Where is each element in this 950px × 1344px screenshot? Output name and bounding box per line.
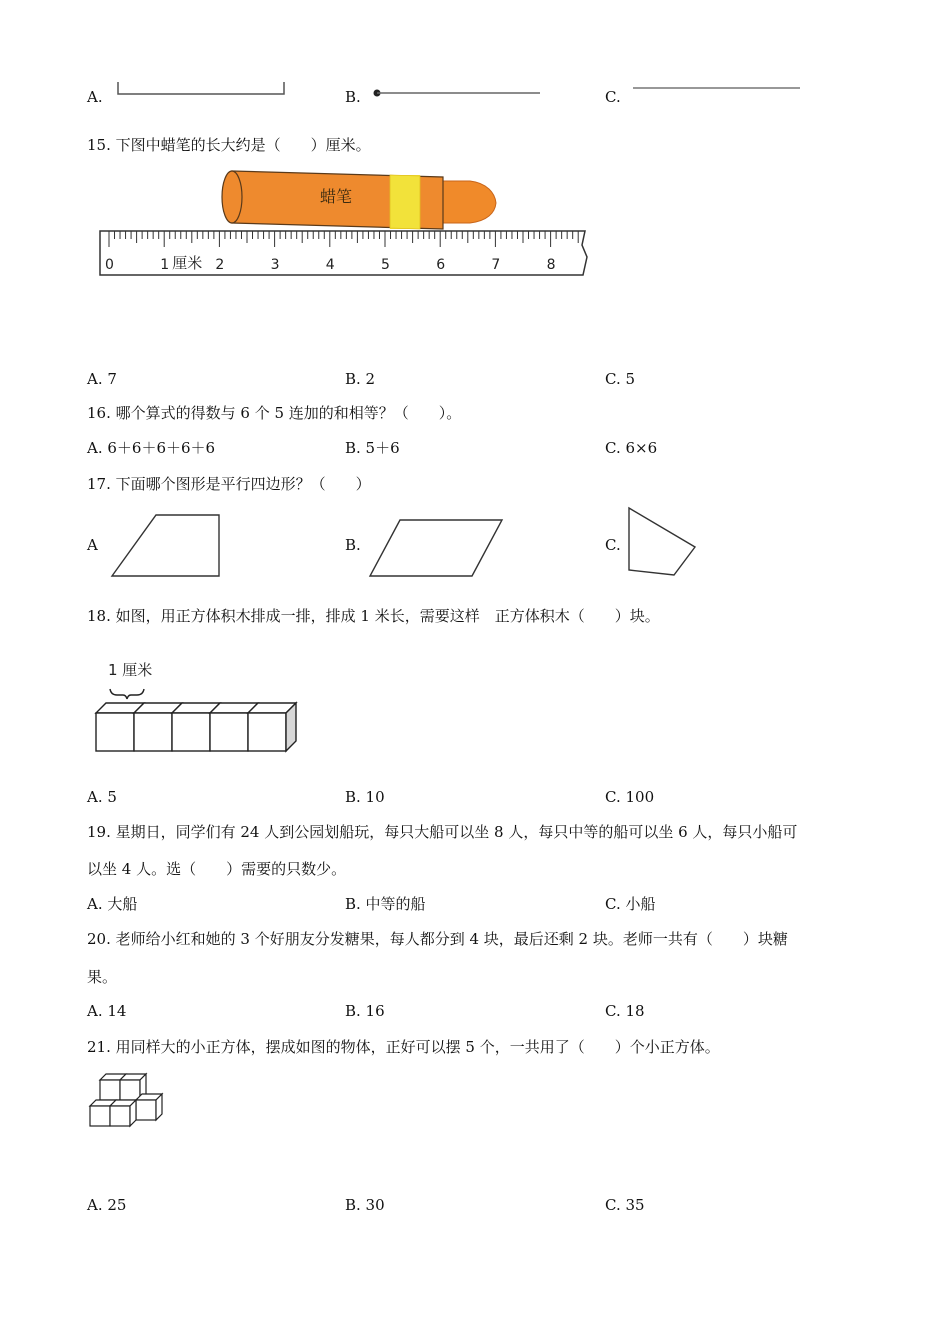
ruler-tick-label: 4 — [325, 257, 335, 273]
q16-option-b[interactable]: B. 5＋6 — [345, 439, 400, 457]
q14-option-c[interactable]: C. — [605, 88, 621, 106]
q20-stem-line2: 果。 — [87, 968, 118, 986]
q15-option-b[interactable]: B. 2 — [345, 370, 376, 388]
q17-option-a-figure — [108, 510, 228, 582]
q20-option-c[interactable]: C. 18 — [605, 1002, 645, 1020]
q18-cube-row-figure — [90, 655, 305, 755]
q17-option-b[interactable]: B. — [345, 536, 361, 554]
q15-crayon-ruler-figure — [95, 165, 595, 285]
q18-option-c[interactable]: C. 100 — [605, 788, 655, 806]
ruler-unit-label: 厘米 — [172, 254, 203, 272]
q21-option-a[interactable]: A. 25 — [87, 1196, 127, 1214]
q20-option-a[interactable]: A. 14 — [87, 1002, 127, 1020]
q17-option-b-figure — [366, 515, 508, 581]
ruler-tick-label: 7 — [491, 257, 501, 273]
q14-option-b[interactable]: B. — [345, 88, 361, 106]
crayon-label: 蜡笔 — [320, 187, 353, 206]
q14-option-b-figure — [370, 86, 545, 100]
q19-stem-line2: 以坐 4 人。选（ ）需要的只数少。 — [87, 860, 347, 878]
q17-option-c-figure — [624, 505, 702, 580]
q20-stem-line1: 20. 老师给小红和她的 3 个好朋友分发糖果，每人都分到 4 块，最后还剩 2 块。老师一共有（ ）块糖 — [87, 930, 788, 948]
q17-stem: 17. 下面哪个图形是平行四边形？（ ） — [87, 475, 371, 493]
q14-option-a[interactable]: A. — [87, 88, 103, 106]
q16-option-a[interactable]: A. 6＋6＋6＋6＋6 — [87, 439, 216, 457]
q15-option-a[interactable]: A. 7 — [87, 370, 117, 388]
ruler-tick-label: 5 — [381, 257, 390, 273]
q16-stem: 16. 哪个算式的得数与 6 个 5 连加的和相等？（ ）。 — [87, 404, 462, 422]
q21-stem: 21. 用同样大的小正方体，摆成如图的物体，正好可以摆 5 个，一共用了（ ）个小正方体。 — [87, 1038, 720, 1056]
q16-option-c[interactable]: C. 6×6 — [605, 439, 658, 457]
q20-option-b[interactable]: B. 16 — [345, 1002, 385, 1020]
q15-option-c[interactable]: C. 5 — [605, 370, 636, 388]
ruler-tick-label: 0 — [105, 257, 114, 273]
ruler-tick-label: 1 — [160, 257, 170, 273]
ruler-tick-label: 3 — [270, 257, 280, 273]
q14-option-c-figure — [630, 83, 805, 93]
ruler-tick-label: 6 — [436, 257, 446, 273]
q17-option-c[interactable]: C. — [605, 536, 621, 554]
cube-front-face — [210, 713, 248, 751]
ruler-tick-label: 2 — [215, 257, 225, 273]
q19-option-a[interactable]: A. 大船 — [87, 895, 138, 913]
q19-option-b[interactable]: B. 中等的船 — [345, 895, 426, 913]
q18-option-b[interactable]: B. 10 — [345, 788, 385, 806]
q18-option-a[interactable]: A. 5 — [87, 788, 117, 806]
q18-figure-label: 1 厘米 — [108, 661, 153, 679]
q15-stem: 15. 下图中蜡笔的长大约是（ ）厘米。 — [87, 136, 371, 154]
q21-cube-stack-figure — [86, 1068, 176, 1134]
q19-option-c[interactable]: C. 小船 — [605, 895, 656, 913]
q21-option-b[interactable]: B. 30 — [345, 1196, 385, 1214]
q21-option-c[interactable]: C. 35 — [605, 1196, 645, 1214]
cube-front-face — [96, 713, 134, 751]
cube-front-face — [248, 713, 286, 751]
q14-option-a-figure — [115, 80, 290, 98]
crayon-icon — [222, 171, 496, 229]
q18-stem: 18. 如图，用正方体积木排成一排，排成 1 米长，需要这样 正方体积木（ ）块。 — [87, 607, 660, 625]
cube-front-face — [134, 713, 172, 751]
ruler-tick-label: 8 — [546, 257, 556, 273]
q17-option-a[interactable]: A — [87, 536, 98, 554]
q19-stem-line1: 19. 星期日，同学们有 24 人到公园划船玩，每只大船可以坐 8 人，每只中等的船可以坐 6 人，每只小船可 — [87, 823, 798, 841]
ruler — [100, 231, 587, 275]
cube-front-face — [172, 713, 210, 751]
